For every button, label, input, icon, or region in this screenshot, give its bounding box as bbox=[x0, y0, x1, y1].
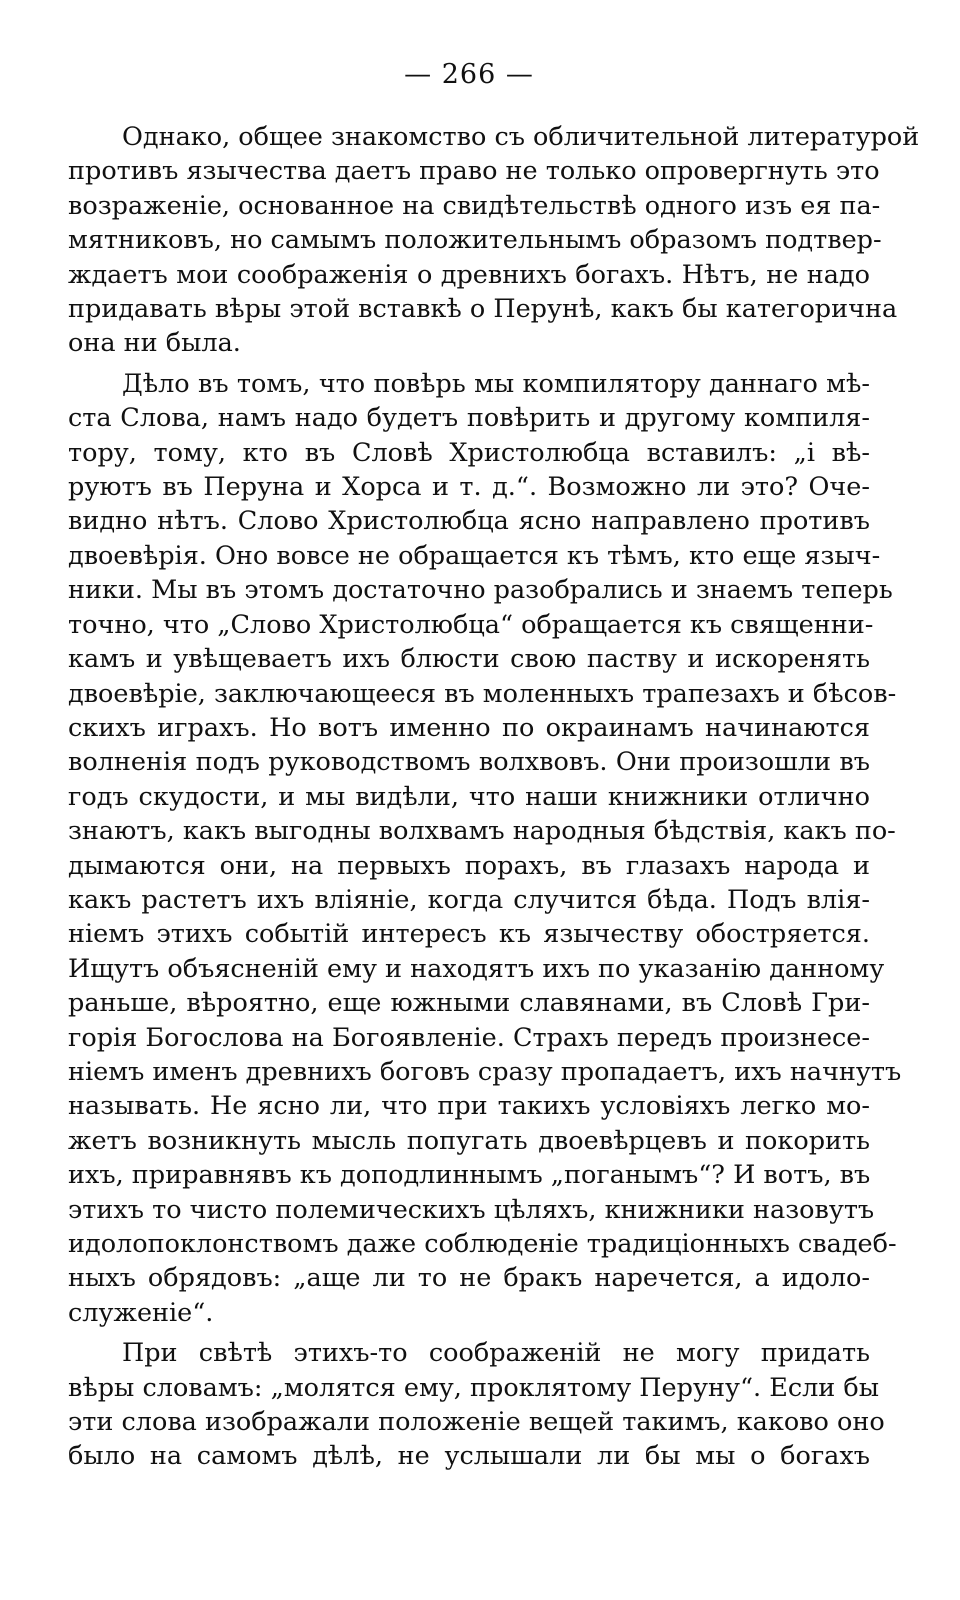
text-line: тору, тому, кто въ Словѣ Христолюбца вставилъ: „і вѣ- bbox=[68, 437, 870, 468]
text-line: эти слова изображали положеніе вещей такимъ, каково оно bbox=[68, 1407, 885, 1438]
text-line: Однако, общее знакомство съ обличительной литературой bbox=[122, 122, 920, 152]
text-line: знаютъ, какъ выгодны волхвамъ народныя бѣдствія, какъ по- bbox=[68, 816, 896, 847]
paragraph-2 bbox=[68, 367, 902, 1330]
text-line: возраженіе, основанное на свидѣтельствѣ одного изъ ея па- bbox=[68, 190, 881, 221]
text-line: ніемъ именъ древнихъ боговъ сразу пропадаетъ, ихъ начнутъ bbox=[68, 1056, 902, 1087]
text-line: какъ растетъ ихъ вліяніе, когда случится бѣда. Подъ влія- bbox=[68, 884, 870, 915]
text-line: скихъ играхъ. Но вотъ именно по окраинамъ начинаются bbox=[68, 712, 870, 743]
text-line: волненія подъ руководствомъ волхвовъ. Они произошли въ bbox=[68, 747, 870, 778]
text-line: точно, что „Слово Христолюбца“ обращается къ священни- bbox=[68, 609, 874, 640]
text-line: раньше, вѣроятно, еще южными славянами, въ Словѣ Гри- bbox=[68, 988, 870, 1019]
text-line: было на самомъ дѣлѣ, не услышали ли бы мы о богахъ bbox=[68, 1441, 870, 1472]
text-line: ники. Мы въ этомъ достаточно разобрались и знаемъ теперь bbox=[68, 575, 893, 606]
text-line: мятниковъ, но самымъ положительнымъ образомъ подтвер- bbox=[68, 225, 882, 256]
text-line: придавать вѣры этой вставкѣ о Перунѣ, какъ бы категорична bbox=[68, 294, 898, 325]
text-line: видно нѣтъ. Слово Христолюбца ясно направлено противъ bbox=[68, 506, 870, 537]
text-line: служеніе“. bbox=[68, 1297, 214, 1328]
text-line: двоевѣрія. Оно вовсе не обращается къ тѣмъ, кто еще языч- bbox=[68, 540, 881, 571]
text-line: она ни была. bbox=[68, 328, 241, 359]
text-line: ныхъ обрядовъ: „аще ли то не бракъ наречется, а идоло- bbox=[68, 1263, 870, 1294]
text-line: называть. Не ясно ли, что при такихъ условіяхъ легко мо- bbox=[68, 1091, 870, 1122]
text-line: этихъ то чисто полемическихъ цѣляхъ, книжники назовутъ bbox=[68, 1194, 875, 1225]
text-line: руютъ въ Перуна и Хорса и т. д.“. Возможно ли это? Оче- bbox=[68, 472, 870, 503]
body-text bbox=[68, 120, 920, 1474]
text-line: вѣры словамъ: „молятся ему, проклятому Перуну“. Если бы bbox=[68, 1372, 880, 1403]
text-line: При свѣтѣ этихъ-то соображеній не могу придать bbox=[122, 1338, 870, 1369]
text-line: ніемъ этихъ событій интересъ къ язычеству обостряется. bbox=[68, 919, 870, 950]
paragraph-3 bbox=[68, 1336, 885, 1474]
paragraph-1 bbox=[68, 120, 920, 361]
text-line: ста Слова, намъ надо будетъ повѣрить и другому компиля- bbox=[68, 403, 870, 434]
text-line: горія Богослова на Богоявленіе. Страхъ передъ произнесе- bbox=[68, 1022, 871, 1053]
page-number: — 266 — bbox=[404, 59, 534, 90]
text-line: ихъ, приравнявъ къ доподлиннымъ „поганымъ“? И вотъ, въ bbox=[68, 1160, 871, 1191]
text-line: годъ скудости, и мы видѣли, что наши книжники отлично bbox=[68, 781, 870, 812]
text-line: двоевѣріе, заключающееся въ моленныхъ трапезахъ и бѣсов- bbox=[68, 678, 897, 709]
text-line: дымаются они, на первыхъ порахъ, въ глазахъ народа и bbox=[68, 850, 870, 881]
text-line: противъ язычества даетъ право не только опровергнуть это bbox=[68, 156, 880, 187]
text-line: жетъ возникнуть мысль попугать двоевѣрцевъ и покорить bbox=[68, 1125, 870, 1156]
text-line: Ищутъ объясненій ему и находятъ ихъ по указанію данному bbox=[68, 953, 885, 984]
text-line: идолопоклонствомъ даже соблюденіе традиціонныхъ свадеб- bbox=[68, 1229, 897, 1259]
text-line: камъ и увѣщеваетъ ихъ блюсти свою паству и искоренять bbox=[68, 644, 870, 675]
text-line: Дѣло въ томъ, что повѣрь мы компилятору даннаго мѣ- bbox=[122, 368, 870, 399]
text-line: ждаетъ мои соображенія о древнихъ богахъ. Нѣтъ, не надо bbox=[68, 259, 870, 290]
